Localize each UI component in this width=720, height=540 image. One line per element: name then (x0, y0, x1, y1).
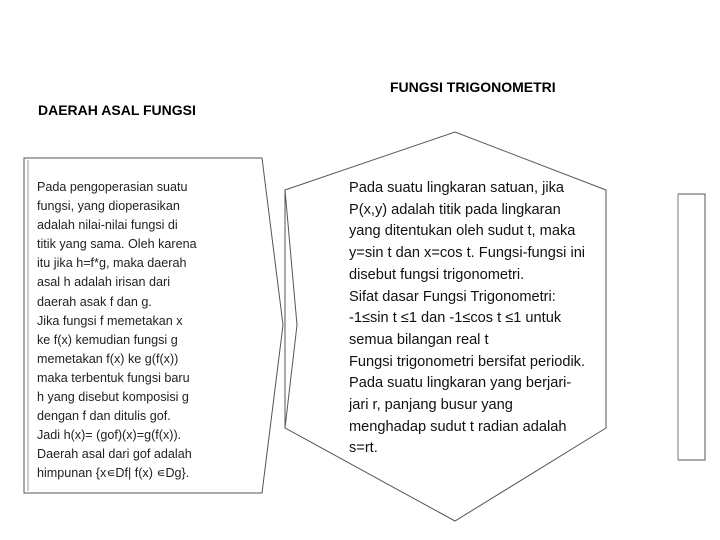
left-text-line: fungsi, yang dioperasikan (37, 199, 180, 214)
right-text-line: yang ditentukan oleh sudut t, maka (349, 223, 576, 240)
right-text-line: disebut fungsi trigonometri. (349, 266, 525, 283)
right-text-line: semua bilangan real t (349, 331, 489, 348)
left-text-line: memetakan f(x) ke g(f(x)) (37, 351, 179, 366)
right-text-line: Pada suatu lingkaran satuan, jika (349, 180, 564, 196)
right-text-line: jari r, panjang busur yang (349, 397, 513, 414)
fungsi-trigonometri-title: FUNGSI TRIGONOMETRI (390, 79, 556, 95)
right-text-line: Pada suatu lingkaran yang berjari- (349, 375, 572, 392)
left-text-line: titik yang sama. Oleh karena (37, 237, 197, 252)
left-text-line: Pada pengoperasian suatu (37, 180, 188, 194)
right-bracket (678, 194, 705, 460)
left-text-line: daerah asak f dan g. (37, 294, 152, 309)
right-text-line: Fungsi trigonometri bersifat periodik. (349, 353, 586, 370)
left-text-line: maka terbentuk fungsi baru (37, 370, 190, 385)
left-text-line: h yang disebut komposisi g (37, 390, 189, 405)
left-text-line: dengan f dan ditulis gof. (37, 409, 171, 424)
right-text-line: menghadap sudut t radian adalah (349, 418, 567, 435)
left-text-line: ke f(x) kemudian fungsi g (37, 332, 178, 347)
daerah-asal-text-block (37, 178, 262, 484)
left-text-line: Daerah asal dari gof adalah (37, 447, 192, 462)
right-text-line: y=sin t dan x=cos t. Fungsi-fungsi ini (349, 245, 586, 262)
daerah-asal-fungsi-title: DAERAH ASAL FUNGSI (38, 102, 196, 118)
right-hexagon-bend (285, 190, 297, 428)
left-text-line: Jadi h(x)= (gof)(x)=g(f(x)). (37, 428, 182, 443)
fungsi-trigonometri-text-block (349, 178, 659, 460)
right-text-line: Sifat dasar Fungsi Trigonometri: (349, 288, 556, 305)
left-text-line: Jika fungsi f memetakan x (37, 313, 183, 328)
right-text-line: P(x,y) adalah titik pada lingkaran (349, 201, 561, 218)
left-text-line: himpunan {x∊Df| f(x) ∊Dg}. (37, 466, 190, 481)
left-text-line: itu jika h=f*g, maka daerah (37, 256, 187, 271)
right-text-line: -1≤sin t ≤1 dan -1≤cos t ≤1 untuk (349, 310, 562, 327)
left-text-line: asal h adalah irisan dari (37, 275, 171, 290)
left-text-line: adalah nilai-nilai fungsi di (37, 218, 178, 233)
right-text-line: s=rt. (349, 440, 378, 457)
